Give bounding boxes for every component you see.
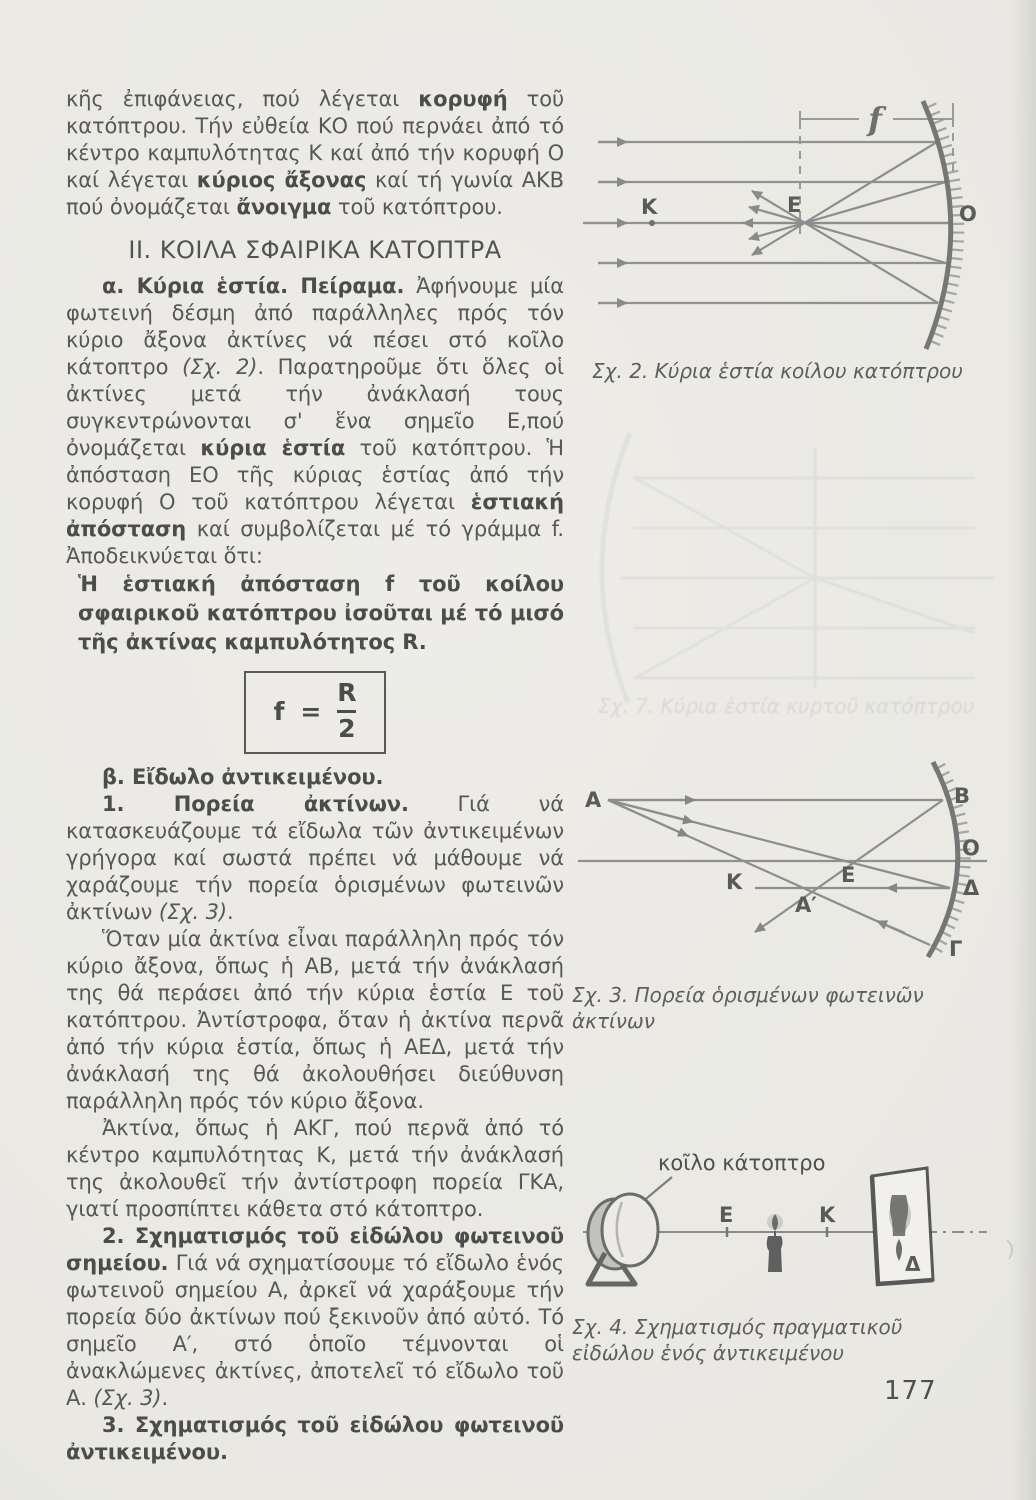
focal-length-label: f [868, 100, 882, 138]
figure-3-diagram [575, 745, 1025, 977]
label-Gamma: Γ [949, 937, 963, 961]
figure-2-diagram [575, 85, 1025, 377]
screen [872, 1168, 933, 1284]
paragraph-beta-heading: β. Εἴδωλο ἀντικειμένου. [102, 764, 384, 789]
label-K: K [641, 195, 658, 219]
faint-smudge [1007, 1240, 1012, 1259]
label-Delta: Δ [905, 1252, 921, 1276]
text-column [66, 86, 564, 1466]
label-B: Β [954, 784, 971, 808]
page-number: 177 [884, 1376, 937, 1406]
figure-3-caption: Σχ. 3. Πορεία ὁρισμένων φωτεινῶν ἀκτίνων [572, 983, 924, 1033]
section-heading: ΙΙ. ΚΟΙΛΑ ΣΦΑΙΡΙΚΑ ΚΑΤΟΠΤΡΑ [128, 236, 502, 264]
candle-object [767, 1214, 783, 1272]
figure-2-caption: Σχ. 2. Κύρια ἑστία κοίλου κατόπτρου [592, 359, 963, 383]
label-O: O [959, 202, 977, 226]
figure-4-diagram [575, 1140, 1035, 1312]
paragraph-ray-paths: 1. Πορεία ἀκτίνων. Γιά νά κατασκευάζουμε τά εἴδωλα τῶν ἀντικειμένων γρήγορα καί σωστά πρέπει νά μάθουμε νά χαράζουμε τήν πορεία ὁρισμένων φωτεινῶν ἀκτίνων (Σχ. 3). [66, 791, 565, 924]
formula-numerator: R [337, 678, 357, 707]
curvature-center-point [649, 220, 655, 226]
paragraph-object-image: 3. Σχηματισμός τοῦ εἰδώλου φωτεινοῦ ἀντικειμένου. [66, 1412, 564, 1464]
label-K: Κ [726, 870, 743, 894]
paragraph-alpha-experiment: α. Κύρια ἑστία. Πείραμα. Ἀφήνουμε μία φωτεινή δέσμη ἀπό παράλληλες πρός τόν κύριο ἄξονα ἀκτίνες νά πέσει στό κοῖλο κάτοπτρο (Σχ. 2). Παρατηροῦμε ὅτι ὅλες οἱ ἀκτίνες μετά τήν ἀνάκλασή τους συγκεντρώνονται σ' ἕνα σημεῖο Ε,πού ὀνομάζεται κύρια ἑστία τοῦ κατόπτρου. Ἡ ἀπόσταση ΕΟ τῆς κύριας ἑστίας ἀπό τήν κορυφή Ο τοῦ κατόπτρου λέγεται ἑστιακή ἀπόσταση καί συμβολίζεται μέ τό γράμμα f. Ἀποδεικνύεται ὅτι: [66, 274, 565, 568]
mirror-on-stand [588, 1194, 658, 1284]
formula-fraction [337, 679, 356, 744]
bleed-through-caption: Σχ. 7. Κύρια ἑστία κυρτοῦ κατόπτρου [598, 694, 975, 718]
label-A: Α [585, 788, 602, 812]
label-Aprime: Α′ [795, 893, 817, 917]
formula-lhs: f [273, 696, 285, 726]
formula-denominator: 2 [338, 713, 356, 743]
ray-AED-through-focus [608, 800, 950, 888]
formula-row [66, 671, 564, 754]
concave-mirror-label: κοῖλο κάτοπτρο [658, 1151, 826, 1175]
formula-equals: = [300, 696, 322, 726]
paragraph-parallel-ray: Ὅταν μία ἀκτίνα εἶναι παράλληλη πρός τόν κύριο ἄξονα, ὅπως ἡ ΑΒ, μετά τήν ἀνάκλασή της θά περάσει ἀπό τήν κύρια ἑστία Ε τοῦ κατόπτρου. Ἀντίστροφα, ὅταν ἡ ἀκτίνα περνᾶ ἀπό τήν κύρια ἑστία, ὅπως ἡ ΑΕΔ, μετά τήν ἀνάκλασή της θά ἀκολουθήσει διεύθυνση παράλληλη πρός τόν κύριο ἄξονα. [66, 926, 564, 1113]
ray-AB-parallel [608, 800, 943, 932]
paragraph-point-image: 2. Σχηματισμός τοῦ εἰδώλου φωτεινοῦ σημείου. Γιά νά σχηματίσουμε τό εἴδωλο ἑνός φωτεινοῦ σημείου Α, ἀρκεῖ νά χαράξουμε τήν πορεία δύο ἀκτίνων πού ξεκινοῦν ἀπό αὐτό. Τό σημεῖο Α′, στό ὁποῖο τέμνονται οἱ ἀνακλώμενες ἀκτίνες, ἀποτελεῖ τό εἴδωλο τοῦ Α. (Σχ. 3). [66, 1223, 564, 1410]
label-E: E [787, 193, 802, 217]
paragraph-center-ray: Ἀκτίνα, ὅπως ἡ ΑΚΓ, πού περνᾶ ἀπό τό κέντρο καμπυλότητας Κ, μετά τήν ἀνάκλασή της ἀκολουθεῖ τήν ἀντίστροφη πορεία ΓΚΑ, γιατί προσπίπτει κάθετα στό κάτοπτρο. [66, 1115, 564, 1221]
label-Delta: Δ [963, 876, 980, 900]
formula-box [244, 671, 387, 754]
fraction-bar [337, 710, 356, 713]
label-K: Κ [819, 1203, 836, 1227]
bleed-through-diagram [575, 418, 1025, 718]
label-O: Ο [962, 836, 980, 860]
paragraph-continuation: κῆς ἐπιφάνειας, πού λέγεται κορυφή τοῦ κατόπτρου. Τήν εὐθεία ΚΟ πού περνάει ἀπό τό κέντρο καμπυλότητας Κ καί ἀπό τήν κορυφή Ο καί λέγεται κύριος ἄξονας καί τή γωνία ΑΚΒ πού ὀνομάζεται ἄνοιγμα τοῦ κατόπτρου. [66, 87, 564, 219]
label-E: Ε [841, 863, 856, 887]
label-E: Ε [719, 1203, 734, 1227]
focal-distance-statement: Ἡ ἑστιακή ἀπόσταση f τοῦ κοίλου σφαιρικοῦ κατόπτρου ἰσοῦται μέ τό μισό τῆς ἀκτίνας καμπυλότητος R. [78, 572, 564, 654]
figure-4-caption: Σχ. 4. Σχηματισμός πραγματικοῦ εἰδώλου ἑνός ἀντικειμένου [572, 1315, 903, 1365]
reflected-rays [743, 142, 949, 303]
